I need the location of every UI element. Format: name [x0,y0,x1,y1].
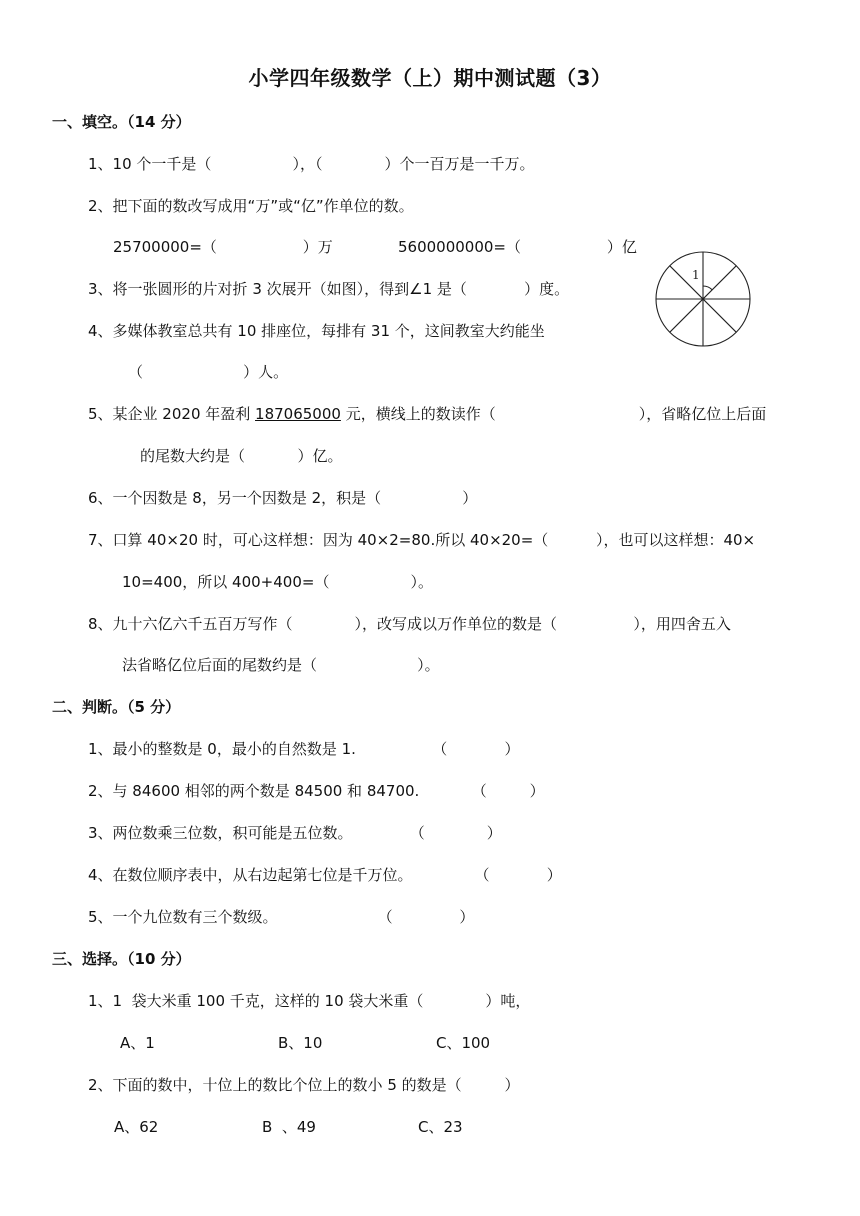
fill-question-8b: 法省略亿位后面的尾数约是（ ）。 [122,656,440,674]
choice-2-option-b: B 、49 [262,1118,316,1136]
choice-1-option-a: A、1 [120,1034,155,1052]
section-heading-judge: 二、判断。（5 分） [52,698,181,716]
judge-question-4: 4、在数位顺序表中，从右边起第七位是千万位。 （ ） [88,866,562,884]
fill-question-2b: 5600000000=（ ）亿 [398,238,637,256]
fill-question-4a: 4、多媒体教室总共有 10 排座位，每排有 31 个，这间教室大约能坐 [88,322,545,340]
choice-2-option-c: C、23 [418,1118,463,1136]
fill-question-6: 6、一个因数是 8，另一个因数是 2，积是（ ） [88,489,478,507]
choice-question-2: 2、下面的数中，十位上的数比个位上的数小 5 的数是（ ） [88,1076,520,1094]
judge-question-1: 1、最小的整数是 0，最小的自然数是 1. （ ） [88,740,520,758]
fill-question-5a [88,404,766,424]
page-title: 小学四年级数学（上）期中测试题（3） [248,66,612,90]
fill-question-8a: 8、九十六亿六千五百万写作（ ），改写成以万作单位的数是（ ），用四舍五入 [88,615,731,633]
choice-2-option-a: A、62 [114,1118,159,1136]
fill-question-5b: 的尾数大约是（ ）亿。 [140,447,343,465]
judge-question-5: 5、一个九位数有三个数级。 （ ） [88,908,475,926]
fill-question-1: 1、10 个一千是（ ），（ ）个一百万是一千万。 [88,155,535,173]
judge-question-3: 3、两位数乘三位数，积可能是五位数。 （ ） [88,824,502,842]
fill-question-7b: 10=400，所以 400+400=（ ）。 [122,573,434,591]
choice-1-option-c: C、100 [436,1034,491,1052]
fill-question-2: 2、把下面的数改写成用“万”或“亿”作单位的数。 [88,197,414,215]
fill-question-4b: （ ）人。 [128,363,289,381]
fill-question-3: 3、将一张圆形的片对折 3 次展开（如图），得到∠1 是（ ）度。 [88,280,570,298]
section-heading-fill-in: 一、填空。（14 分） [52,113,191,131]
judge-question-2: 2、与 84600 相邻的两个数是 84500 和 84700. （ ） [88,782,545,800]
choice-question-1: 1、1 袋大米重 100 千克，这样的 10 袋大米重（ ）吨， [88,992,531,1010]
underlined-number: 187065000 [255,405,341,423]
folded-circle-figure [652,248,754,350]
fill-question-5a-suffix: 元，横线上的数读作（ ），省略亿位上后面 [340,405,767,423]
section-heading-choice: 三、选择。（10 分） [52,950,191,968]
angle-arc [703,286,712,290]
angle-label: 1 [692,268,700,282]
choice-1-option-b: B、10 [278,1034,323,1052]
fill-question-2a: 25700000=（ ）万 [113,238,333,256]
fill-question-5a-prefix: 5、某企业 2020 年盈利 [88,405,256,423]
fill-question-7a: 7、口算 40×20 时，可心这样想：因为 40×2=80.所以 40×20=（ ），也可以这样想：40× [88,531,756,549]
